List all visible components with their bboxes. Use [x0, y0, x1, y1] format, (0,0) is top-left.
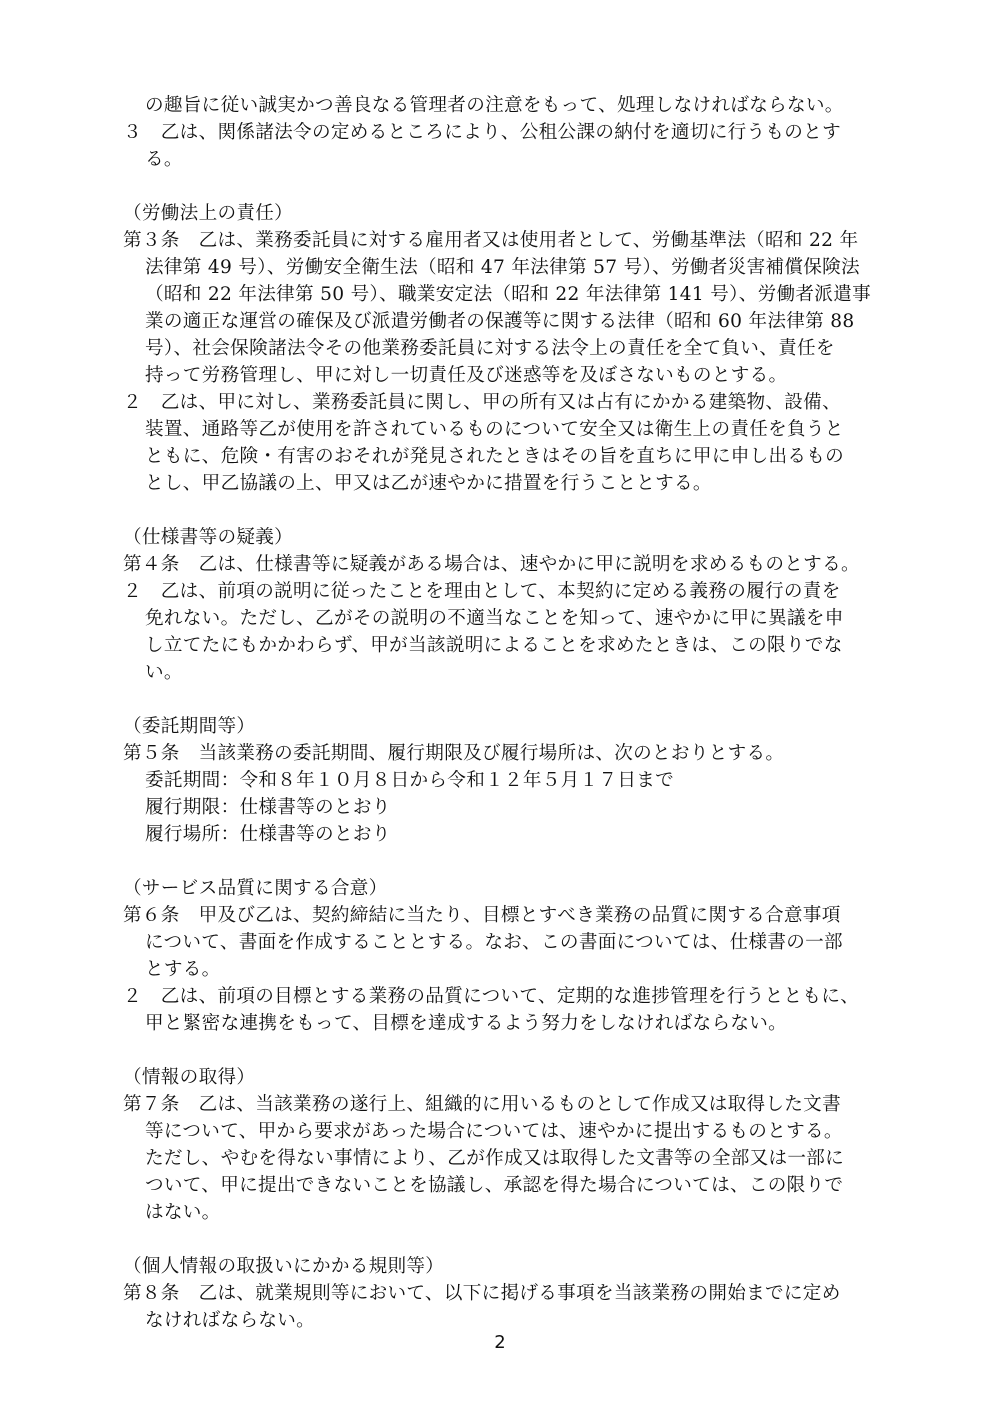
article4-line: 第４条 乙は、仕様書等に疑義がある場合は、速やかに甲に説明を求めるものとする。: [123, 554, 860, 575]
article7-line: はない。: [145, 1202, 221, 1223]
article3-paragraph2-line: 装置、通路等乙が使用を許されているものについて安全又は衛生上の責任を負うと: [145, 419, 844, 440]
article6-line: とする。: [145, 959, 221, 980]
article3-heading: （労働法上の責任）: [123, 203, 294, 224]
article3-line: 法律第 49 号）、労働安全衛生法（昭和 47 年法律第 57 号）、労働者災害補償保険法: [145, 257, 860, 278]
article5-item-deadline: 履行期限：仕様書等のとおり: [145, 797, 391, 818]
article3-paragraph2-line: ２ 乙は、甲に対し、業務委託員に関し、甲の所有又は占有にかかる建築物、設備、: [123, 392, 841, 413]
article3-paragraph2-line: とし、甲乙協議の上、甲又は乙が速やかに措置を行うこととする。: [145, 473, 712, 494]
article7-line: 等について、甲から要求があった場合については、速やかに提出するものとする。: [145, 1121, 843, 1142]
article4-paragraph2-line: ２ 乙は、前項の説明に従ったことを理由として、本契約に定める義務の履行の責を: [123, 581, 841, 602]
article7-line: ただし、やむを得ない事情により、乙が作成又は取得した文書等の全部又は一部に: [145, 1148, 845, 1169]
article8-heading: （個人情報の取扱いにかかる規則等）: [123, 1256, 445, 1277]
article2-paragraph3-line2: る。: [145, 149, 183, 170]
article5-line: 第５条 当該業務の委託期間、履行期限及び履行場所は、次のとおりとする。: [123, 743, 785, 764]
article2-paragraph-tail: の趣旨に従い誠実かつ善良なる管理者の注意をもって、処理しなければならない。: [145, 95, 844, 116]
article7-line: ついて、甲に提出できないことを協議し、承認を得た場合については、この限りで: [145, 1175, 844, 1196]
page-number: 2: [494, 1332, 506, 1353]
article3-line: 持って労務管理し、甲に対し一切責任及び迷惑等を及ぼさないものとする。: [145, 365, 788, 386]
article3-line: 号）、社会保険諸法令その他業務委託員に対する法令上の責任を全て負い、責任を: [145, 338, 835, 359]
article8-line: 第８条 乙は、就業規則等において、以下に掲げる事項を当該業務の開始までに定め: [123, 1283, 841, 1304]
article6-heading: （サービス品質に関する合意）: [123, 878, 388, 899]
article4-paragraph2-line: し立てたにもかかわらず、甲が当該説明によることを求めたときは、この限りでな: [145, 635, 843, 656]
article7-heading: （情報の取得）: [123, 1067, 256, 1088]
article3-line: 第３条 乙は、業務委託員に対する雇用者又は使用者として、労働基準法（昭和 22 年: [123, 230, 859, 251]
article6-paragraph2-line: 甲と緊密な連携をもって、目標を達成するよう努力をしなければならない。: [145, 1013, 788, 1034]
article6-line: 第６条 甲及び乙は、契約締結に当たり、目標とすべき業務の品質に関する合意事項: [123, 905, 841, 926]
article3-paragraph2-line: ともに、危険・有害のおそれが発見されたときはその旨を直ちに甲に申し出るもの: [145, 446, 845, 467]
article5-item-location: 履行場所：仕様書等のとおり: [145, 824, 391, 845]
article4-paragraph2-line: い。: [145, 662, 183, 683]
article5-heading: （委託期間等）: [123, 716, 256, 737]
article7-line: 第７条 乙は、当該業務の遂行上、組織的に用いるものとして作成又は取得した文書: [123, 1094, 841, 1115]
article3-line: 業の適正な運営の確保及び派遣労働者の保護等に関する法律（昭和 60 年法律第 88: [145, 311, 855, 332]
article6-line: について、書面を作成することとする。なお、この書面については、仕様書の一部: [145, 932, 843, 953]
article4-paragraph2-line: 免れない。ただし、乙がその説明の不適当なことを知って、速やかに甲に異議を申: [145, 608, 844, 629]
article8-line: なければならない。: [145, 1310, 316, 1331]
article5-item-period: 委託期間：令和８年１０月８日から令和１２年５月１７日まで: [145, 770, 675, 791]
article6-paragraph2-line: ２ 乙は、前項の目標とする業務の品質について、定期的な進捗管理を行うとともに、: [123, 986, 860, 1007]
article2-paragraph3-line1: ３ 乙は、関係諸法令の定めるところにより、公租公課の納付を適切に行うものとす: [123, 122, 841, 143]
article4-heading: （仕様書等の疑義）: [123, 527, 294, 548]
article3-line: （昭和 22 年法律第 50 号）、職業安定法（昭和 22 年法律第 141 号）、労働者派遣事: [145, 284, 871, 305]
